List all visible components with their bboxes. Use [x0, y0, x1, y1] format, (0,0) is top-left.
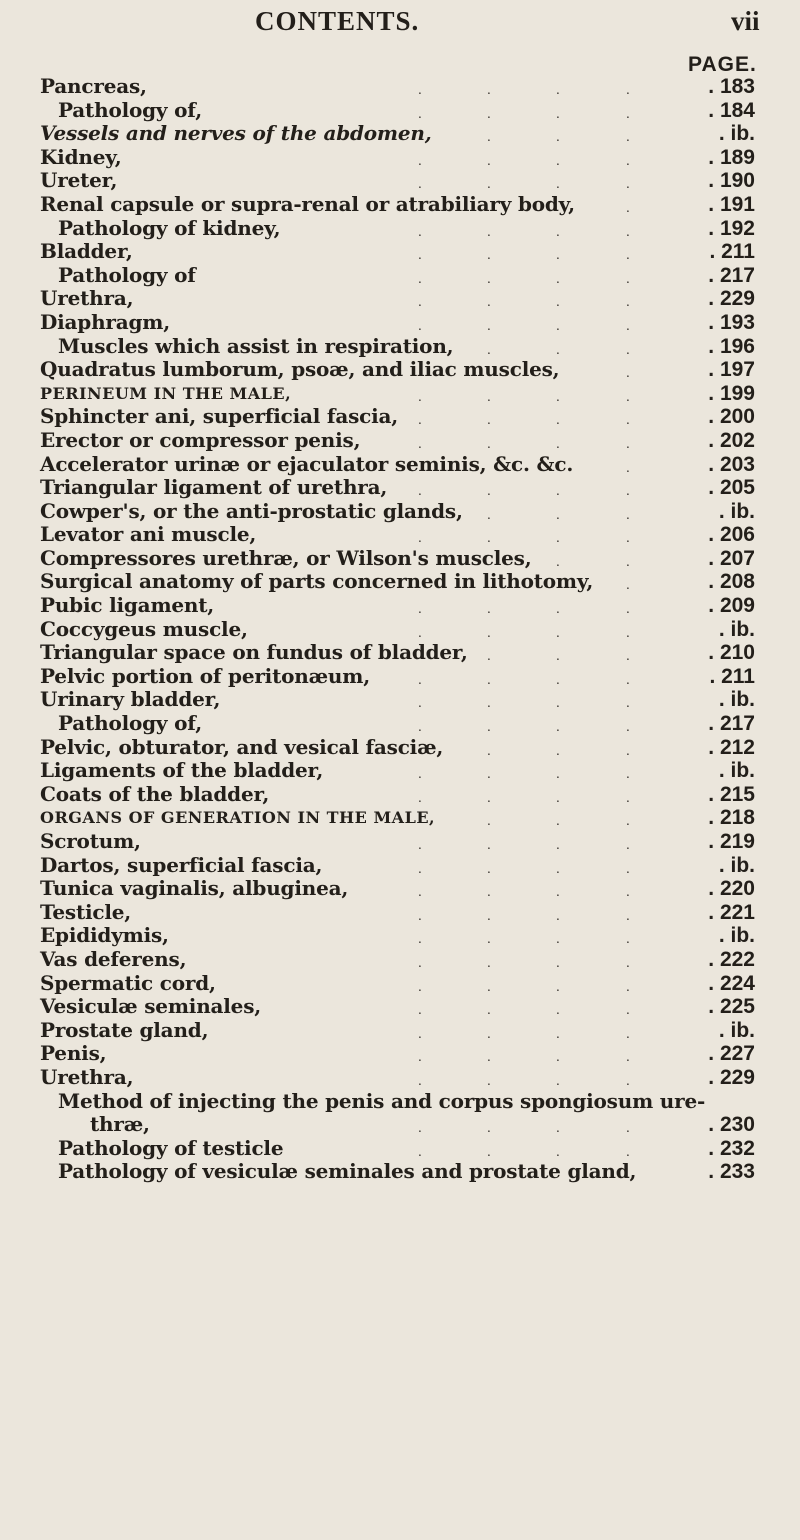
- toc-entry-page: . 229: [708, 287, 755, 311]
- toc-entry-page: . 211: [709, 664, 755, 688]
- toc-entry: [0, 972, 800, 996]
- toc-entry: [0, 948, 800, 972]
- leader-dots: .: [626, 460, 630, 475]
- toc-entry: [0, 122, 800, 146]
- toc-entry-page: . 206: [708, 523, 755, 547]
- toc-entry-page: . 207: [708, 546, 755, 570]
- toc-entry-page: . 197: [708, 358, 755, 382]
- contents-list: [0, 75, 800, 1184]
- toc-entry-title: Pathology of kidney,: [58, 215, 281, 240]
- toc-entry-page: . 227: [708, 1042, 755, 1066]
- leader-dots: . . . .: [418, 602, 630, 617]
- toc-entry: [0, 523, 800, 547]
- toc-entry: [0, 217, 800, 241]
- leader-dots: .: [626, 578, 630, 593]
- leader-dots: . . . .: [418, 413, 630, 428]
- toc-entry-title: Penis,: [40, 1041, 107, 1066]
- toc-entry: [0, 570, 800, 594]
- toc-entry-page: . 202: [708, 428, 755, 452]
- toc-entry-page: . ib.: [718, 499, 755, 523]
- leader-dots: . . . .: [418, 672, 630, 687]
- leader-dots: . . . .: [418, 625, 630, 640]
- leader-dots: . . . .: [418, 484, 630, 499]
- leader-dots: . .: [556, 554, 630, 569]
- toc-entry-title: Prostate gland,: [40, 1017, 209, 1042]
- toc-entry-title: Coats of the bladder,: [40, 781, 270, 806]
- page-number: vii: [731, 6, 760, 36]
- leader-dots: . . . .: [418, 1121, 630, 1136]
- toc-entry-page: . 183: [708, 75, 755, 98]
- toc-entry-page: . 225: [708, 995, 755, 1019]
- leader-dots: . . . .: [418, 955, 630, 970]
- toc-entry-page: . 221: [708, 900, 755, 924]
- leader-dots: . . . .: [418, 295, 630, 310]
- toc-entry-page: . 219: [708, 830, 755, 853]
- toc-entry-title: Tunica vaginalis, albuginea,: [40, 876, 349, 901]
- toc-entry-page: . ib.: [718, 853, 755, 877]
- toc-entry-title: Urinary bladder,: [40, 687, 221, 712]
- toc-entry-title: Kidney,: [40, 144, 122, 169]
- leader-dots: . . .: [487, 507, 630, 522]
- toc-entry-title: Pelvic portion of peritonæum,: [40, 663, 370, 688]
- toc-entry: [0, 382, 800, 406]
- toc-entry-page: . 196: [708, 334, 755, 358]
- toc-entry-page: . 233: [708, 1160, 755, 1184]
- toc-entry: [0, 1090, 800, 1114]
- leader-dots: . . . .: [418, 696, 630, 711]
- toc-entry-title: Pathology of testicle: [58, 1135, 284, 1160]
- toc-entry-page: . 212: [708, 735, 755, 759]
- toc-entry-page: . 222: [708, 947, 755, 971]
- toc-entry: [0, 146, 800, 170]
- leader-dots: . . .: [487, 342, 630, 357]
- toc-entry-title: Triangular ligament of urethra,: [40, 475, 388, 500]
- toc-entry: [0, 641, 800, 665]
- toc-entry: [0, 1066, 800, 1090]
- leader-dots: . . . .: [418, 106, 630, 121]
- leader-dots: . . . .: [418, 838, 630, 852]
- toc-entry: [0, 783, 800, 807]
- toc-entry: [0, 688, 800, 712]
- toc-entry-page: . 209: [708, 594, 755, 618]
- toc-entry: [0, 995, 800, 1019]
- toc-entry-page: . 217: [708, 263, 755, 287]
- leader-dots: . . . .: [418, 908, 630, 923]
- toc-entry-page: . 200: [708, 405, 755, 429]
- toc-entry: [0, 75, 800, 99]
- toc-entry-title: Dartos, superficial fascia,: [40, 852, 323, 877]
- toc-entry: [0, 500, 800, 524]
- toc-entry-title: Renal capsule or supra-renal or atrabiliary body,: [40, 191, 575, 216]
- toc-entry-page: . 193: [708, 310, 755, 334]
- leader-dots: . . .: [487, 814, 630, 829]
- toc-entry: [0, 287, 800, 311]
- leader-dots: . . .: [487, 743, 630, 758]
- toc-entry-page: . 199: [708, 381, 755, 405]
- toc-entry-page: . 210: [708, 641, 755, 665]
- toc-entry-page: . 230: [708, 1113, 755, 1137]
- toc-entry-title: Vessels and nerves of the abdomen,: [40, 121, 432, 146]
- toc-entry: [0, 759, 800, 783]
- leader-dots: . . . .: [418, 767, 630, 782]
- toc-entry: [0, 547, 800, 571]
- toc-entry-page: . 215: [708, 782, 755, 806]
- toc-entry-title: Method of injecting the penis and corpus spongiosum ure-: [58, 1088, 706, 1113]
- toc-entry-page: . 190: [708, 169, 755, 193]
- toc-entry-title: Urethra,: [40, 1064, 134, 1089]
- toc-entry: [0, 854, 800, 878]
- toc-entry-title: thræ,: [90, 1112, 150, 1137]
- toc-entry: [0, 429, 800, 453]
- leader-dots: . . . .: [418, 271, 630, 286]
- toc-entry-page: . ib.: [718, 1018, 755, 1042]
- toc-entry-title: Bladder,: [40, 239, 133, 264]
- toc-entry-title: Pubic ligament,: [40, 593, 215, 618]
- toc-entry: [0, 240, 800, 264]
- toc-entry: [0, 358, 800, 382]
- toc-entry-page: . 184: [708, 98, 755, 122]
- toc-entry: [0, 335, 800, 359]
- toc-entry-title: Scrotum,: [40, 829, 141, 853]
- toc-entry: [0, 877, 800, 901]
- leader-dots: . . . .: [418, 531, 630, 546]
- toc-entry-title: Erector or compressor penis,: [40, 427, 361, 452]
- toc-entry: [0, 806, 800, 830]
- toc-entry-page: . 229: [708, 1065, 755, 1089]
- toc-entry: [0, 830, 800, 854]
- leader-dots: . . . .: [418, 861, 630, 876]
- running-head-title: CONTENTS.: [255, 6, 420, 36]
- toc-entry-page: . 192: [708, 216, 755, 240]
- toc-entry-page: . 189: [708, 145, 755, 169]
- running-head: [0, 6, 800, 46]
- toc-entry-page: . ib.: [718, 924, 755, 948]
- leader-dots: . . . .: [418, 932, 630, 947]
- toc-entry-title: ORGANS OF GENERATION IN THE MALE,: [40, 808, 436, 828]
- leader-dots: . . . .: [418, 83, 630, 97]
- toc-entry-page: . ib.: [718, 688, 755, 712]
- leader-dots: . . . .: [418, 790, 630, 805]
- leader-dots: . . .: [487, 649, 630, 664]
- toc-entry-title: PERINEUM IN THE MALE,: [40, 383, 292, 403]
- leader-dots: . . . .: [418, 224, 630, 239]
- leader-dots: . . .: [487, 130, 630, 145]
- toc-entry-title: Triangular space on fundus of bladder,: [40, 640, 468, 665]
- toc-entry: [0, 476, 800, 500]
- leader-dots: .: [626, 366, 630, 381]
- toc-entry: [0, 1042, 800, 1066]
- toc-entry-page: . 232: [708, 1136, 755, 1160]
- toc-entry: [0, 453, 800, 477]
- toc-entry-title: Levator ani muscle,: [40, 522, 257, 547]
- toc-entry: [0, 169, 800, 193]
- toc-entry-title: Quadratus lumborum, psoæ, and iliac muscles,: [40, 357, 560, 382]
- toc-entry-title: Coccygeus muscle,: [40, 616, 248, 641]
- toc-entry-title: Vesiculæ seminales,: [40, 994, 262, 1019]
- toc-entry: [0, 665, 800, 689]
- toc-entry-title: Surgical anatomy of parts concerned in lithotomy,: [40, 569, 594, 594]
- leader-dots: . . . .: [418, 1073, 630, 1088]
- toc-entry: [0, 736, 800, 760]
- toc-entry-title: Vas deferens,: [40, 946, 187, 971]
- leader-dots: . . . .: [418, 1003, 630, 1018]
- leader-dots: . . . .: [418, 1050, 630, 1065]
- toc-entry: [0, 1137, 800, 1161]
- toc-entry-title: Compressores urethræ, or Wilson's muscles,: [40, 545, 532, 570]
- toc-entry-page: . 208: [708, 570, 755, 594]
- toc-entry: [0, 594, 800, 618]
- toc-entry-page: . ib.: [718, 122, 755, 146]
- toc-entry: [0, 712, 800, 736]
- toc-entry-title: Pathology of,: [58, 711, 202, 736]
- leader-dots: . . . .: [418, 1144, 630, 1159]
- toc-entry-title: Pathology of,: [58, 97, 202, 122]
- leader-dots: . . . .: [418, 389, 630, 404]
- toc-entry-page: . 191: [708, 192, 755, 216]
- toc-entry-title: Epididymis,: [40, 923, 169, 948]
- toc-entry-title: Testicle,: [40, 899, 132, 924]
- page-column-heading: PAGE.: [688, 53, 757, 76]
- toc-entry: [0, 311, 800, 335]
- toc-entry-page: . 224: [708, 971, 755, 995]
- toc-entry-title: Ureter,: [40, 168, 118, 193]
- toc-entry-page: . 220: [708, 877, 755, 901]
- toc-entry: [0, 901, 800, 925]
- toc-entry: [0, 264, 800, 288]
- leader-dots: . . . .: [418, 248, 630, 263]
- leader-dots: . . . .: [418, 720, 630, 735]
- toc-entry: [0, 1019, 800, 1043]
- toc-entry: [0, 618, 800, 642]
- leader-dots: . . . .: [418, 177, 630, 192]
- toc-entry-page: . 217: [708, 712, 755, 736]
- toc-entry-title: Sphincter ani, superficial fascia,: [40, 404, 399, 429]
- toc-entry-title: Urethra,: [40, 286, 134, 311]
- toc-entry-page: . 203: [708, 452, 755, 476]
- toc-entry-title: Pathology of vesiculæ seminales and prostate gland,: [58, 1159, 637, 1184]
- toc-entry-title: Spermatic cord,: [40, 970, 216, 995]
- leader-dots: . . . .: [418, 436, 630, 451]
- toc-entry-title: Pancreas,: [40, 74, 147, 98]
- toc-entry-page: . 205: [708, 476, 755, 500]
- toc-entry-title: Muscles which assist in respiration,: [58, 333, 454, 358]
- toc-entry-title: Ligaments of the bladder,: [40, 758, 324, 783]
- toc-entry-title: Diaphragm,: [40, 309, 171, 334]
- leader-dots: . . . .: [418, 979, 630, 994]
- toc-entry-page: . ib.: [718, 617, 755, 641]
- toc-entry-title: Pathology of: [58, 262, 196, 287]
- leader-dots: . . . .: [418, 1026, 630, 1041]
- toc-entry-title: Accelerator urinæ or ejaculator seminis, &c. &c.: [40, 451, 574, 476]
- toc-entry: [0, 193, 800, 217]
- toc-entry-title: Pelvic, obturator, and vesical fasciæ,: [40, 734, 444, 759]
- leader-dots: . . . .: [418, 153, 630, 168]
- toc-entry-page: . ib.: [718, 759, 755, 783]
- toc-entry: [0, 99, 800, 123]
- leader-dots: . . . .: [418, 885, 630, 900]
- leader-dots: . . . .: [418, 318, 630, 333]
- toc-entry: [0, 924, 800, 948]
- toc-entry-page: . 211: [709, 240, 755, 264]
- toc-entry: [0, 405, 800, 429]
- toc-entry-page: . 218: [708, 806, 755, 830]
- leader-dots: .: [626, 200, 630, 215]
- toc-entry: [0, 1160, 800, 1184]
- toc-entry: [0, 1113, 800, 1137]
- toc-entry-title: Cowper's, or the anti-prostatic glands,: [40, 498, 463, 523]
